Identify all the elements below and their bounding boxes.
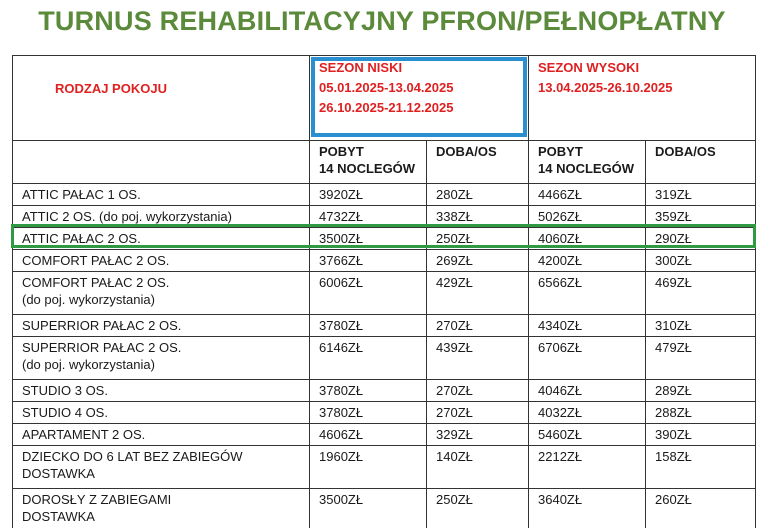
high-season-day-price: 359ZŁ (646, 206, 756, 228)
high-season-day-price: 288ZŁ (646, 402, 756, 424)
room-name: SUPERRIOR PAŁAC 2 OS. (22, 340, 182, 355)
low-season-stay-price: 3780ZŁ (310, 315, 427, 337)
page-title: TURNUS REHABILITACYJNY PFRON/PEŁNOPŁATNY (38, 6, 726, 36)
room-name: SUPERRIOR PAŁAC 2 OS. (22, 318, 182, 333)
table-row (13, 446, 756, 489)
room-name-note: (do poj. wykorzystania) (22, 292, 155, 307)
high-season-stay-price: 6706ZŁ (529, 337, 646, 380)
high-season-stay-price: 4200ZŁ (529, 250, 646, 272)
room-name-cell (13, 337, 310, 380)
high-season-stay-price: 4046ZŁ (529, 380, 646, 402)
high-season-stay-price: 4340ZŁ (529, 315, 646, 337)
low-stay-header (310, 141, 427, 184)
season-header-row (13, 56, 756, 141)
high-season-stay-price: 3640ZŁ (529, 489, 646, 528)
high-season-day-price: 319ZŁ (646, 184, 756, 206)
room-name-cell (13, 228, 310, 250)
high-season-stay-price: 6566ZŁ (529, 272, 646, 315)
high-season-day-price: 158ZŁ (646, 446, 756, 489)
table-row (13, 402, 756, 424)
low-stay-header-line2: 14 NOCLEGÓW (319, 161, 416, 176)
high-season-label: SEZON WYSOKI (538, 60, 640, 75)
low-stay-header-line1: POBYT (319, 144, 364, 159)
room-name-cell (13, 446, 310, 489)
high-season-day-price: 260ZŁ (646, 489, 756, 528)
table-row (13, 206, 756, 228)
empty-header-cell (13, 141, 310, 184)
room-name: DZIECKO DO 6 LAT BEZ ZABIEGÓW (22, 449, 243, 464)
room-name: STUDIO 4 OS. (22, 405, 108, 420)
room-name: ATTIC 2 OS. (do poj. wykorzystania) (22, 209, 232, 224)
high-season-stay-price: 2212ZŁ (529, 446, 646, 489)
low-season-stay-price: 3766ZŁ (310, 250, 427, 272)
high-stay-header (529, 141, 646, 184)
room-name-cell (13, 206, 310, 228)
room-name: STUDIO 3 OS. (22, 383, 108, 398)
room-name-cell (13, 315, 310, 337)
room-type-header: RODZAJ POKOJU (13, 56, 310, 141)
low-season-header (310, 56, 529, 141)
low-season-day-price: 269ZŁ (427, 250, 529, 272)
room-name: COMFORT PAŁAC 2 OS. (22, 275, 170, 290)
low-season-day-price: 140ZŁ (427, 446, 529, 489)
table-row (13, 250, 756, 272)
low-season-stay-price: 4606ZŁ (310, 424, 427, 446)
high-season-day-price: 290ZŁ (646, 228, 756, 250)
low-season-stay-price: 6146ZŁ (310, 337, 427, 380)
room-name: DOROSŁY Z ZABIEGAMI (22, 492, 172, 507)
high-season-header (529, 56, 756, 141)
high-season-stay-price: 4060ZŁ (529, 228, 646, 250)
high-season-stay-price: 4466ZŁ (529, 184, 646, 206)
high-season-range-1: 13.04.2025-26.10.2025 (538, 80, 673, 95)
low-season-day-price: 250ZŁ (427, 228, 529, 250)
high-season-day-price: 390ZŁ (646, 424, 756, 446)
low-season-stay-price: 4732ZŁ (310, 206, 427, 228)
high-season-stay-price: 4032ZŁ (529, 402, 646, 424)
table-row (13, 184, 756, 206)
room-name-cell (13, 402, 310, 424)
column-header-row (13, 141, 756, 184)
low-season-day-price: 429ZŁ (427, 272, 529, 315)
low-season-day-price: 250ZŁ (427, 489, 529, 528)
low-season-range-1: 05.01.2025-13.04.2025 (319, 80, 454, 95)
high-season-day-price: 479ZŁ (646, 337, 756, 380)
table-row (13, 228, 756, 250)
room-name-note: DOSTAWKA (22, 509, 95, 524)
room-name-cell (13, 424, 310, 446)
high-season-day-price: 289ZŁ (646, 380, 756, 402)
low-season-stay-price: 3780ZŁ (310, 380, 427, 402)
low-season-day-price: 270ZŁ (427, 402, 529, 424)
low-season-stay-price: 3500ZŁ (310, 489, 427, 528)
low-season-day-price: 439ZŁ (427, 337, 529, 380)
table-row (13, 315, 756, 337)
high-season-day-price: 300ZŁ (646, 250, 756, 272)
high-day-header: DOBA/OS (646, 141, 756, 184)
table-row (13, 337, 756, 380)
low-season-day-price: 270ZŁ (427, 315, 529, 337)
low-season-stay-price: 3500ZŁ (310, 228, 427, 250)
high-stay-header-line1: POBYT (538, 144, 583, 159)
low-season-range-2: 26.10.2025-21.12.2025 (319, 100, 454, 115)
room-name-cell (13, 250, 310, 272)
low-season-stay-price: 3780ZŁ (310, 402, 427, 424)
table-row (13, 272, 756, 315)
low-season-label: SEZON NISKI (319, 60, 403, 75)
high-season-day-price: 310ZŁ (646, 315, 756, 337)
low-season-day-price: 280ZŁ (427, 184, 529, 206)
room-name-note: (do poj. wykorzystania) (22, 357, 155, 372)
room-name-cell (13, 380, 310, 402)
low-season-stay-price: 1960ZŁ (310, 446, 427, 489)
high-stay-header-line2: 14 NOCLEGÓW (538, 161, 635, 176)
table-row (13, 380, 756, 402)
high-season-stay-price: 5460ZŁ (529, 424, 646, 446)
room-name-note: DOSTAWKA (22, 466, 95, 481)
room-name: COMFORT PAŁAC 2 OS. (22, 253, 170, 268)
low-season-stay-price: 3920ZŁ (310, 184, 427, 206)
low-day-header: DOBA/OS (427, 141, 529, 184)
room-name-cell (13, 272, 310, 315)
low-season-day-price: 338ZŁ (427, 206, 529, 228)
room-name-cell (13, 184, 310, 206)
room-name: ATTIC PAŁAC 1 OS. (22, 187, 141, 202)
price-table (12, 55, 756, 528)
high-season-day-price: 469ZŁ (646, 272, 756, 315)
low-season-day-price: 329ZŁ (427, 424, 529, 446)
table-row (13, 424, 756, 446)
room-name: ATTIC PAŁAC 2 OS. (22, 231, 141, 246)
low-season-stay-price: 6006ZŁ (310, 272, 427, 315)
room-name: APARTAMENT 2 OS. (22, 427, 146, 442)
table-row (13, 489, 756, 528)
high-season-stay-price: 5026ZŁ (529, 206, 646, 228)
room-name-cell (13, 489, 310, 528)
low-season-day-price: 270ZŁ (427, 380, 529, 402)
